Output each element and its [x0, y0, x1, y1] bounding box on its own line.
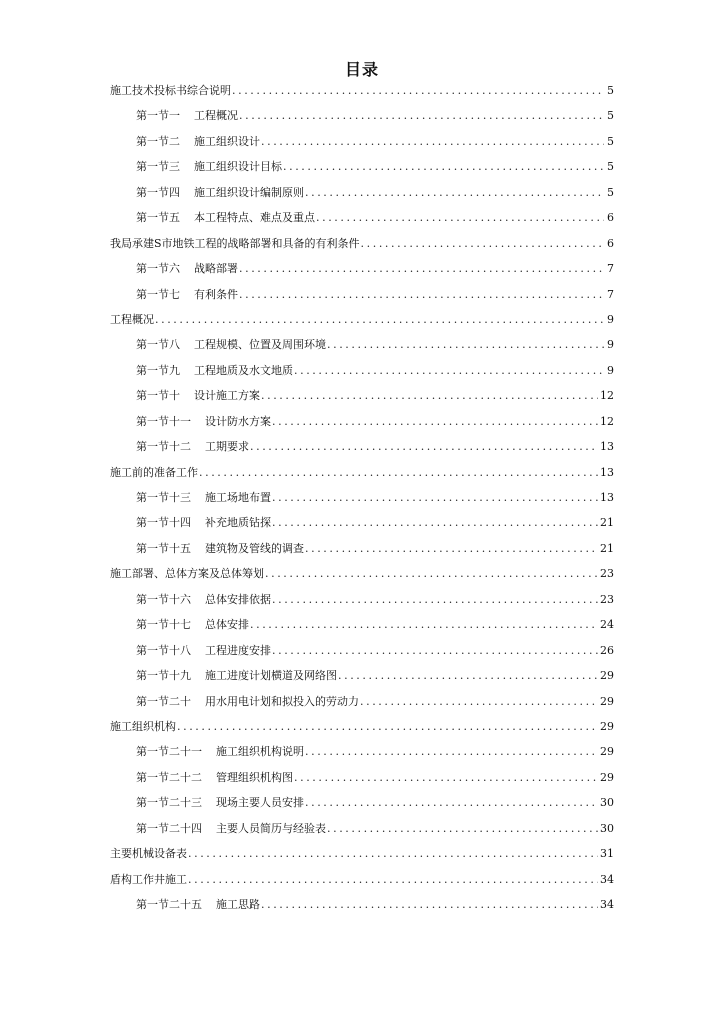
toc-page-number: 6 [607, 236, 614, 250]
toc-entry-number: 第一节十 [136, 389, 180, 403]
toc-entry-number: 第一节十七 [136, 618, 191, 632]
toc-page-number: 29 [600, 669, 614, 683]
toc-page-number: 13 [600, 440, 614, 454]
toc-section-entry[interactable] [110, 129, 614, 154]
toc-section-entry[interactable] [110, 790, 614, 815]
toc-page-number: 5 [607, 109, 614, 123]
toc-entry-title: 我局承建S市地铁工程的战略部署和具备的有利条件 [110, 236, 360, 250]
toc-section-entry[interactable] [110, 485, 614, 510]
toc-section-entry[interactable] [110, 510, 614, 535]
toc-section-entry[interactable] [110, 154, 614, 179]
toc-page-number: 29 [600, 694, 614, 708]
toc-page-number: 13 [600, 465, 614, 479]
toc-entry-number: 第一节二十四 [136, 821, 202, 835]
toc-page-number: 7 [607, 287, 614, 301]
dot-leader [250, 434, 598, 459]
dot-leader [360, 689, 598, 714]
toc-entry-number: 第一节二十二 [136, 770, 202, 784]
dot-leader [199, 460, 598, 485]
toc-heading: 目录 [344, 60, 379, 79]
toc-section-entry[interactable] [110, 256, 614, 281]
toc-entry-title: 设计施工方案 [194, 389, 260, 403]
toc-page-number: 29 [600, 745, 614, 759]
toc-entry-title: 施工进度计划横道及网络图 [205, 669, 337, 683]
toc-chapter-entry[interactable] [110, 841, 614, 866]
toc-page-number: 5 [607, 185, 614, 199]
toc-section-entry[interactable] [110, 282, 614, 307]
toc-entry-number: 第一节二十 [136, 694, 191, 708]
toc-entry-title: 施工技术投标书综合说明 [110, 84, 231, 97]
toc-entry-number: 第一节七 [136, 287, 180, 301]
toc-entry-number: 第一节二 [136, 134, 180, 148]
dot-leader [294, 765, 598, 790]
toc-page-number: 5 [607, 160, 614, 174]
toc-section-entry[interactable] [110, 358, 614, 383]
dot-leader [283, 154, 604, 179]
toc-entry-number: 第一节十一 [136, 414, 191, 428]
toc-entry-title: 工程进度安排 [205, 643, 271, 657]
toc-section-entry[interactable] [110, 434, 614, 459]
toc-entry-number: 第一节二十一 [136, 745, 202, 759]
toc-entry-title: 盾构工作井施工 [110, 872, 187, 886]
dot-leader [305, 180, 604, 205]
toc-page-number: 23 [600, 567, 614, 581]
toc-page-number: 26 [600, 643, 614, 657]
toc-entry-title: 主要机械设备表 [110, 847, 187, 861]
toc-entry-title: 有利条件 [194, 287, 238, 301]
dot-leader [316, 205, 604, 230]
dot-leader [272, 409, 598, 434]
toc-section-entry[interactable] [110, 587, 614, 612]
dot-leader [261, 129, 604, 154]
toc-page-number: 7 [607, 262, 614, 276]
dot-leader [265, 561, 598, 586]
toc-entry-number: 第一节二十五 [136, 898, 202, 911]
toc-section-entry[interactable] [110, 612, 614, 637]
toc-entry-title: 施工组织设计 [194, 134, 260, 148]
toc-entry-title: 补充地质钻探 [205, 516, 271, 530]
toc-entry-title: 主要人员简历与经验表 [216, 821, 326, 835]
toc-entry-title: 总体安排依据 [205, 592, 271, 606]
toc-page-number: 29 [600, 719, 614, 733]
toc-entry-title: 工程规模、位置及周围环境 [194, 338, 326, 352]
toc-entry-title: 施工组织机构说明 [216, 745, 304, 759]
dot-leader [188, 867, 598, 892]
dot-leader [327, 816, 598, 841]
toc-chapter-entry[interactable] [110, 867, 614, 892]
dot-leader [261, 892, 598, 917]
toc-entry-title: 总体安排 [205, 618, 249, 632]
toc-page-number: 12 [600, 414, 614, 428]
toc-chapter-entry[interactable] [110, 78, 614, 103]
dot-leader [239, 282, 604, 307]
dot-leader [305, 536, 598, 561]
toc-entry-number: 第一节十九 [136, 669, 191, 683]
toc-entry-title: 用水用电计划和拟投入的劳动力 [205, 694, 359, 708]
toc-section-entry[interactable] [110, 638, 614, 663]
toc-section-entry[interactable] [110, 663, 614, 688]
toc-section-entry[interactable] [110, 409, 614, 434]
toc-entry-title: 工程概况 [194, 109, 238, 123]
toc-entry-title: 施工思路 [216, 898, 260, 911]
dot-leader [294, 358, 604, 383]
dot-leader [272, 510, 598, 535]
toc-chapter-entry[interactable] [110, 460, 614, 485]
toc-entry-number: 第一节九 [136, 363, 180, 377]
toc-entry-title: 现场主要人员安排 [216, 796, 304, 810]
toc-page-number: 24 [600, 618, 614, 632]
toc-entry-number: 第一节十八 [136, 643, 191, 657]
dot-leader [327, 332, 604, 357]
dot-leader [272, 485, 598, 510]
toc-entry-title: 施工组织设计编制原则 [194, 185, 304, 199]
toc-entry-number: 第一节四 [136, 185, 180, 199]
toc-chapter-entry[interactable] [110, 231, 614, 256]
toc-entry-number: 第一节二十三 [136, 796, 202, 810]
toc-entry-number: 第一节十二 [136, 440, 191, 454]
toc-chapter-entry[interactable] [110, 307, 614, 332]
toc-page-number: 34 [600, 872, 614, 886]
toc-entry-title: 工期要求 [205, 440, 249, 454]
toc-section-entry[interactable] [110, 332, 614, 357]
dot-leader [250, 612, 598, 637]
toc-entry-title: 设计防水方案 [205, 414, 271, 428]
dot-leader [239, 103, 604, 128]
toc-list [110, 78, 614, 917]
toc-entry-number: 第一节五 [136, 211, 180, 225]
toc-entry-title: 工程地质及水文地质 [194, 363, 293, 377]
toc-section-entry[interactable] [110, 205, 614, 230]
toc-entry-title: 施工场地布置 [205, 491, 271, 504]
toc-page-number: 9 [607, 338, 614, 352]
toc-entry-number: 第一节六 [136, 262, 180, 276]
toc-entry-title: 施工部署、总体方案及总体筹划 [110, 567, 264, 581]
toc-chapter-entry[interactable] [110, 561, 614, 586]
dot-leader [338, 663, 598, 688]
toc-page-number: 13 [600, 491, 614, 504]
toc-entry-title: 战略部署 [194, 262, 238, 276]
dot-leader [272, 638, 598, 663]
toc-entry-title: 施工组织设计目标 [194, 160, 282, 174]
toc-entry-number: 第一节一 [136, 109, 180, 123]
toc-entry-number: 第一节十六 [136, 592, 191, 606]
dot-leader [155, 307, 604, 332]
toc-page-number: 21 [600, 516, 614, 530]
toc-section-entry[interactable] [110, 180, 614, 205]
dot-leader [305, 739, 598, 764]
toc-section-entry[interactable] [110, 383, 614, 408]
toc-page-number: 9 [607, 363, 614, 377]
toc-page-number: 30 [600, 821, 614, 835]
toc-page-number: 31 [600, 847, 614, 861]
toc-entry-title: 管理组织机构图 [216, 770, 293, 784]
toc-entry-title: 工程概况 [110, 312, 154, 326]
dot-leader [261, 383, 598, 408]
toc-page-number: 29 [600, 770, 614, 784]
toc-page-number: 6 [607, 211, 614, 225]
toc-entry-number: 第一节十三 [136, 491, 191, 504]
dot-leader [188, 841, 598, 866]
toc-page-number: 30 [600, 796, 614, 810]
toc-section-entry[interactable] [110, 689, 614, 714]
toc-section-entry[interactable] [110, 103, 614, 128]
toc-entry-number: 第一节三 [136, 160, 180, 174]
toc-entry-number: 第一节十五 [136, 541, 191, 555]
toc-section-entry[interactable] [110, 765, 614, 790]
toc-section-entry[interactable] [110, 816, 614, 841]
toc-entry-number: 第一节八 [136, 338, 180, 352]
toc-entry-title: 本工程特点、难点及重点 [194, 211, 315, 225]
toc-page-number: 23 [600, 592, 614, 606]
toc-entry-number: 第一节十四 [136, 516, 191, 530]
dot-leader [361, 231, 604, 256]
toc-entry-title: 建筑物及管线的调查 [205, 541, 304, 555]
dot-leader [177, 714, 598, 739]
toc-page-number: 34 [600, 898, 614, 911]
toc-entry-title: 施工组织机构 [110, 719, 176, 733]
dot-leader [305, 790, 598, 815]
toc-page-number: 5 [607, 134, 614, 148]
toc-chapter-entry[interactable] [110, 714, 614, 739]
dot-leader [239, 256, 604, 281]
toc-section-entry[interactable] [110, 536, 614, 561]
toc-section-entry[interactable] [110, 892, 614, 917]
dot-leader [232, 78, 604, 103]
dot-leader [272, 587, 598, 612]
toc-page-number: 5 [607, 84, 614, 97]
toc-section-entry[interactable] [110, 739, 614, 764]
toc-page-number: 21 [600, 541, 614, 555]
toc-page-number: 9 [607, 312, 614, 326]
toc-page-number: 12 [600, 389, 614, 403]
toc-entry-title: 施工前的准备工作 [110, 465, 198, 479]
